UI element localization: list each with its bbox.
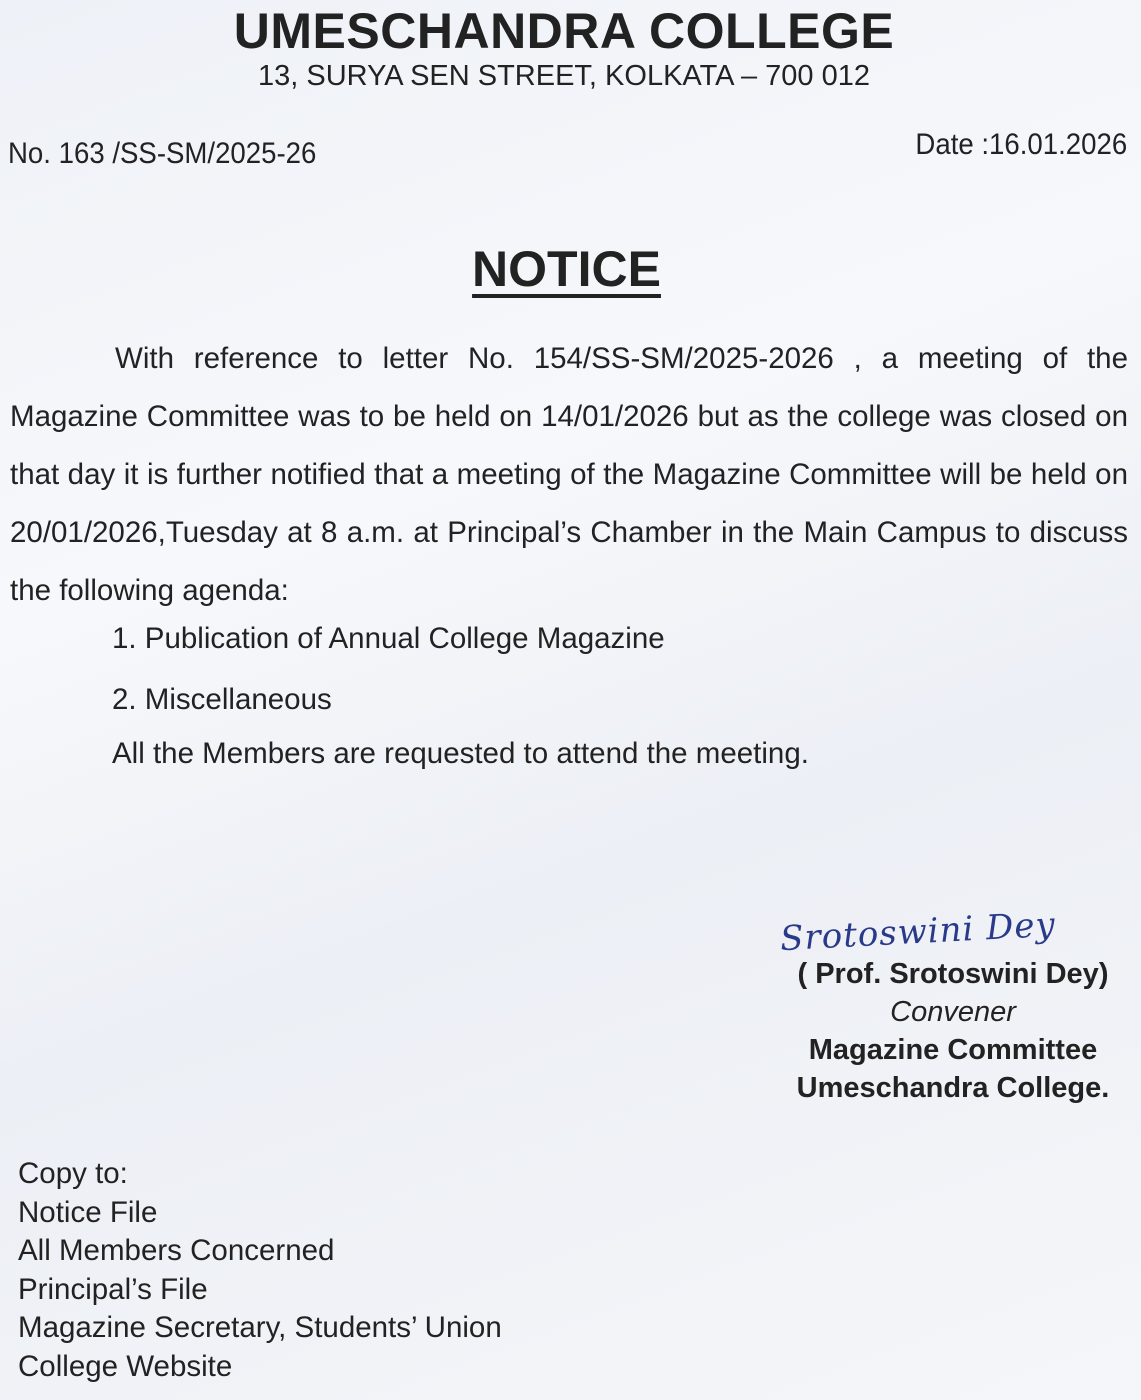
college-name: UMESCHANDRA COLLEGE <box>233 3 895 59</box>
signatory-name: ( Prof. Srotoswini Dey) <box>797 958 1109 990</box>
agenda-item: 1. Publication of Annual College Magazine <box>112 622 665 655</box>
copy-to-label: Copy to: <box>18 1157 128 1190</box>
copy-recipient: All Members Concerned <box>18 1234 335 1267</box>
copy-recipient: Notice File <box>18 1195 158 1229</box>
signature-block <box>773 955 1133 1107</box>
copy-recipient: Magazine Secretary, Students’ Union <box>18 1311 502 1344</box>
notice-date: Date :16.01.2026 <box>915 128 1127 161</box>
copy-recipient: Principal’s File <box>18 1272 208 1306</box>
notice-body: With reference to letter No. 154/SS-SM/2025-2026 , a meeting of the Magazine Committee was to be held on 14/01/2026 but as the college was closed on that day it is further notified that a meeting of the Magazine Committee will be held on 20/01/2026,Tuesday at 8 a.m. at Principal’s Chamber in the Main Campus to discuss the following agenda: <box>10 342 1128 607</box>
reference-number: No. 163 /SS-SM/2025-26 <box>8 137 317 170</box>
copy-to-block <box>18 1155 502 1386</box>
closing-statement: All the Members are requested to attend the meeting. <box>112 737 809 770</box>
agenda-item: 2. Miscellaneous <box>112 683 332 716</box>
copy-recipient: College Website <box>18 1349 233 1383</box>
handwritten-signature: Srotoswini Dey <box>779 904 1057 960</box>
signatory-institution: Umeschandra College. <box>796 1072 1110 1104</box>
college-address: 13, SURYA SEN STREET, KOLKATA – 700 012 <box>258 60 870 92</box>
signatory-designation: Convener <box>890 996 1016 1028</box>
notice-title <box>0 240 1133 298</box>
notice-title-text: NOTICE <box>472 241 661 297</box>
signatory-committee: Magazine Committee <box>808 1034 1098 1066</box>
